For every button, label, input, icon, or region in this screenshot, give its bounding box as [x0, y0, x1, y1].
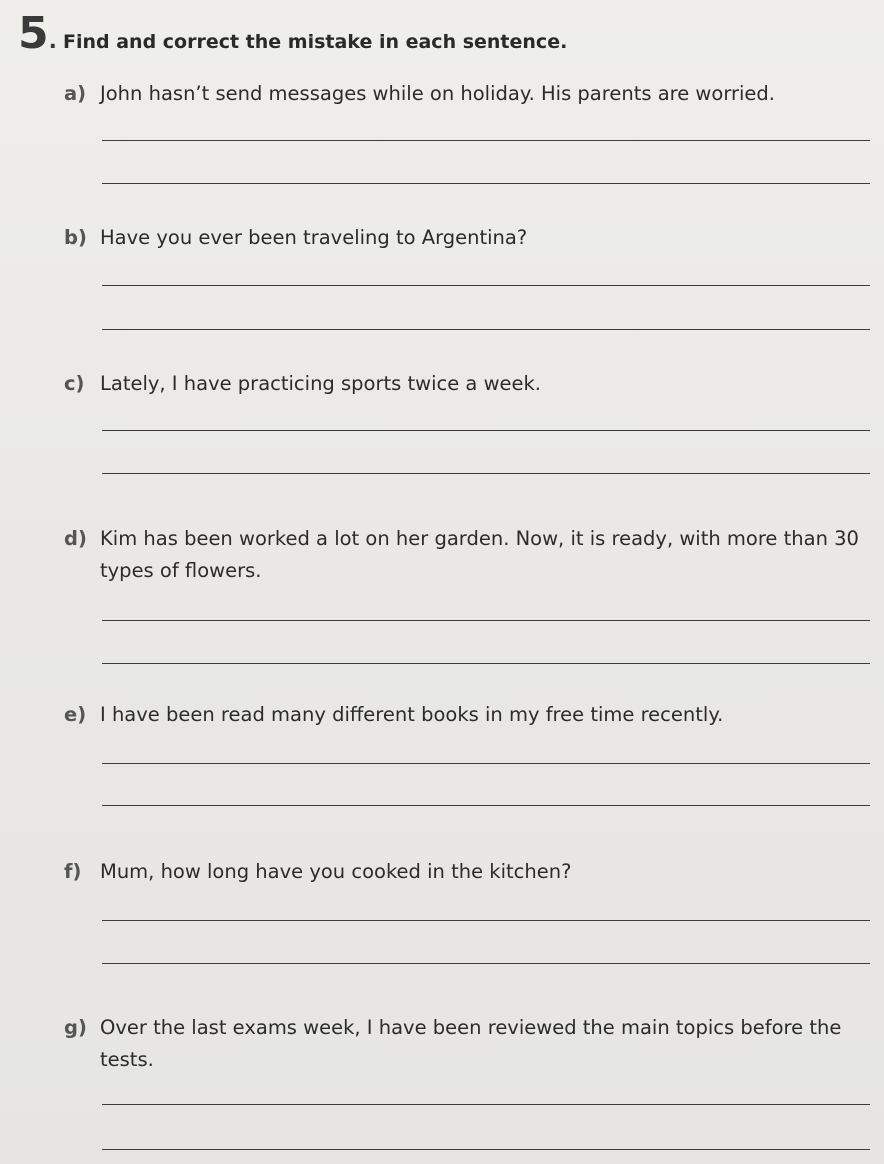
- item-sentence: Kim has been worked a lot on her garden. Now, it is ready, with more than 30 types of flowers.: [100, 527, 859, 582]
- answer-line[interactable]: [102, 763, 870, 764]
- answer-line[interactable]: [102, 183, 870, 184]
- exercise-number-dot: .: [48, 29, 57, 54]
- exercise-number: 5: [18, 8, 48, 59]
- item-sentence: Have you ever been traveling to Argentina?: [100, 226, 528, 249]
- exercise-item-f: [64, 856, 874, 888]
- exercise-item-b: [64, 222, 874, 254]
- answer-line[interactable]: [102, 1149, 870, 1150]
- item-letter: a): [64, 82, 87, 105]
- exercise-item-a: [64, 78, 874, 110]
- item-letter: d): [64, 527, 87, 550]
- answer-line[interactable]: [102, 430, 870, 431]
- item-sentence: Over the last exams week, I have been reviewed the main topics before the tests.: [100, 1016, 842, 1071]
- item-sentence: Mum, how long have you cooked in the kitchen?: [100, 860, 572, 883]
- answer-line[interactable]: [102, 329, 870, 330]
- answer-line[interactable]: [102, 473, 870, 474]
- answer-line[interactable]: [102, 920, 870, 921]
- item-sentence: John hasn’t send messages while on holiday. His parents are worried.: [100, 82, 775, 105]
- exercise-title: Find and correct the mistake in each sentence.: [62, 31, 568, 53]
- item-letter: f): [64, 860, 82, 883]
- item-letter: e): [64, 703, 87, 726]
- exercise-item-g: [64, 1012, 874, 1076]
- answer-line[interactable]: [102, 963, 870, 964]
- answer-line[interactable]: [102, 663, 870, 664]
- answer-line[interactable]: [102, 140, 870, 141]
- answer-line[interactable]: [102, 805, 870, 806]
- exercise-item-d: [64, 523, 874, 587]
- answer-line[interactable]: [102, 1104, 870, 1105]
- item-letter: g): [64, 1016, 87, 1039]
- exercise-header: [18, 8, 568, 59]
- item-letter: b): [64, 226, 87, 249]
- item-sentence: I have been read many different books in my free time recently.: [100, 703, 724, 726]
- item-letter: c): [64, 372, 85, 395]
- item-sentence: Lately, I have practicing sports twice a week.: [100, 372, 542, 395]
- answer-line[interactable]: [102, 285, 870, 286]
- answer-line[interactable]: [102, 620, 870, 621]
- exercise-item-e: [64, 699, 874, 731]
- exercise-item-c: [64, 368, 874, 400]
